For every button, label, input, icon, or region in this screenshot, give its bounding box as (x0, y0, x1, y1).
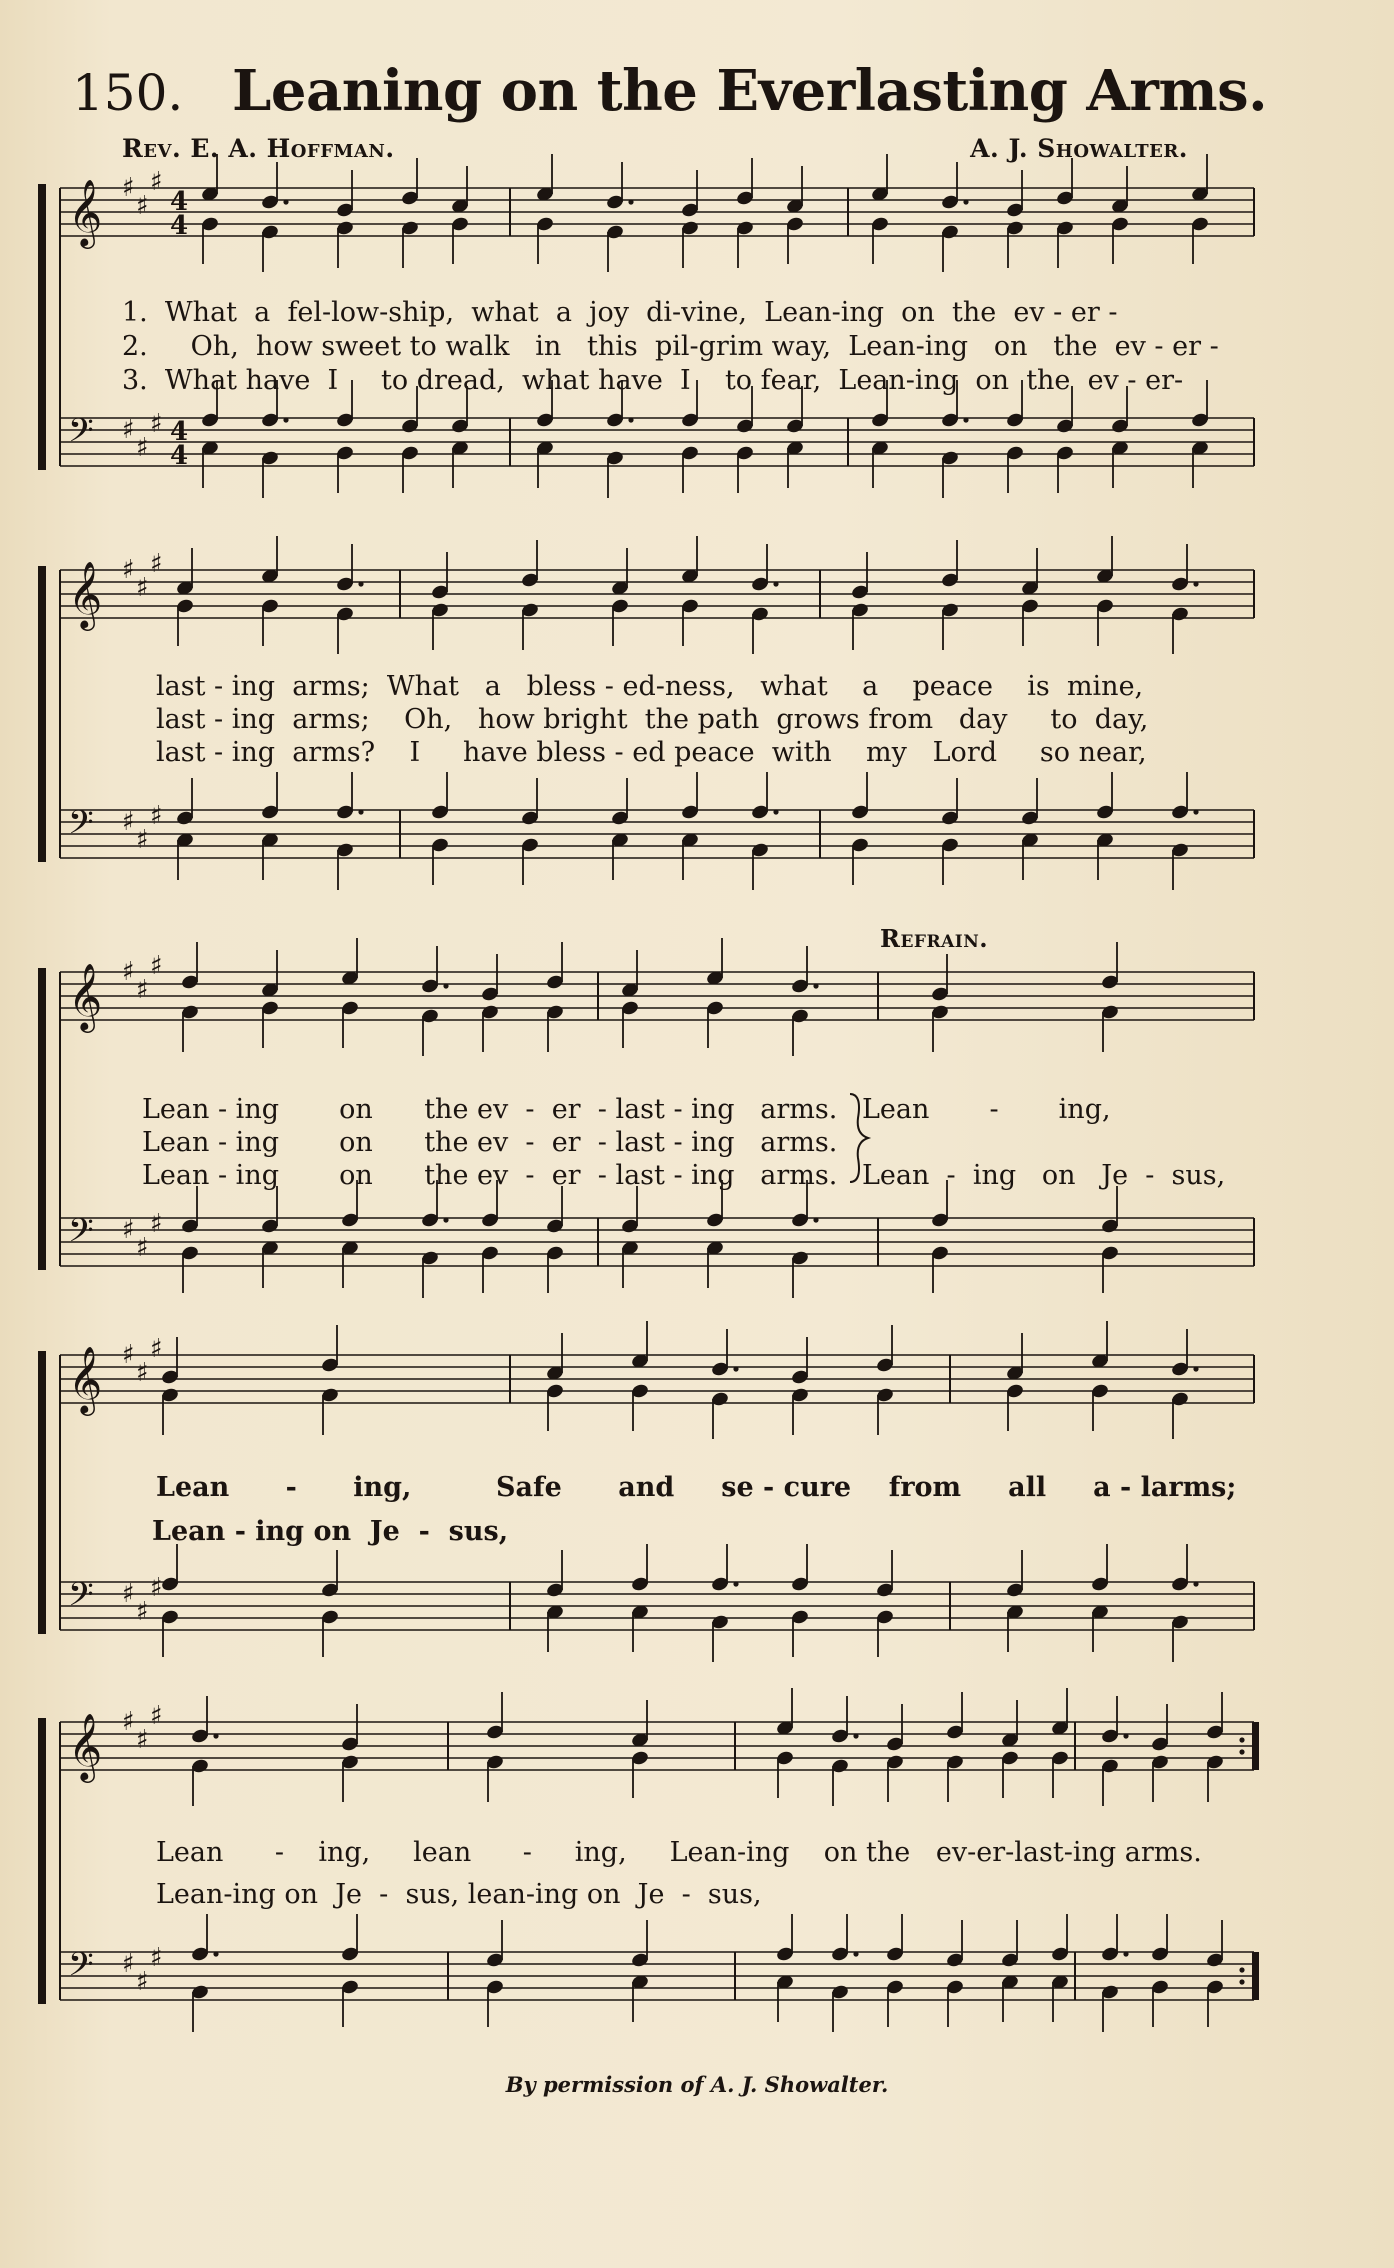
dot-icon (1193, 581, 1198, 586)
sharp-icon: ♯ (136, 573, 149, 603)
dot-icon (358, 581, 363, 586)
repeat-dot-icon (1239, 1967, 1244, 1972)
refrain-lyric-line: Lean - ing, (862, 1094, 1111, 1125)
lyric-line: last - ing arms; What a bless - ed-ness, what a peace is mine, (156, 671, 1144, 702)
lyric-line: Lean-ing on Je - sus, lean-ing on Je - sus, (156, 1879, 762, 1910)
bass-clef-icon: 𝄢 (68, 1576, 94, 1622)
sharp-icon: ♯ (122, 415, 135, 445)
dot-icon (813, 983, 818, 988)
dot-icon (443, 983, 448, 988)
system-bracket (38, 1718, 46, 2004)
bass-clef-icon: 𝄢 (68, 1946, 94, 1992)
time-signature-bottom: 4 (170, 441, 189, 471)
treble-clef-icon: 𝄞 (68, 178, 103, 246)
lyric-line: Lean - ing on Je - sus, (152, 1516, 509, 1547)
sharp-icon: ♯ (136, 1233, 149, 1263)
sharp-icon: ♯ (150, 1334, 163, 1364)
lyric-line: last - ing arms? I have bless - ed peace with my Lord so near, (156, 737, 1147, 768)
dot-icon (1123, 1733, 1128, 1738)
system-bracket (38, 968, 46, 1270)
lyric-line: Lean - ing, Safe and se - cure from all a - larms; (156, 1472, 1237, 1503)
treble-clef-icon: 𝄞 (68, 1345, 103, 1413)
dot-icon (1193, 1581, 1198, 1586)
sharp-icon: ♯ (150, 167, 163, 197)
lyric-line: Lean - ing on the ev - er - last - ing arms. (142, 1127, 838, 1158)
time-signature-bottom: 4 (170, 211, 189, 241)
lyric-line: last - ing arms; Oh, how bright the path grows from day to day, (156, 704, 1149, 735)
dot-icon (773, 809, 778, 814)
permission-footer: By permission of A. J. Showalter. (505, 2072, 889, 2097)
refrain-label: Refrain. (880, 924, 989, 953)
treble-clef-icon: 𝄞 (68, 962, 103, 1030)
repeat-dot-icon (1239, 1749, 1244, 1754)
system-bracket (38, 566, 46, 862)
lyric-line: 1. What a fel-low-ship, what a joy di-vine, Lean-ing on the ev - er - (122, 297, 1118, 328)
repeat-dot-icon (1239, 1979, 1244, 1984)
lyric-line: 2. Oh, how sweet to walk in this pil-grim way, Lean-ing on the ev - er - (122, 331, 1219, 362)
dot-icon (773, 581, 778, 586)
sharp-icon: ♯ (150, 951, 163, 981)
dot-icon (1193, 1366, 1198, 1371)
sharp-icon: ♯ (122, 173, 135, 203)
bass-clef-icon: 𝄢 (68, 412, 94, 458)
sharp-icon: ♯ (122, 1215, 135, 1245)
bass-clef-icon: 𝄢 (68, 1212, 94, 1258)
system-bracket (38, 184, 46, 470)
dot-icon (813, 1217, 818, 1222)
dot-icon (283, 417, 288, 422)
treble-clef-icon: 𝄞 (68, 1712, 103, 1780)
bass-clef-icon: 𝄢 (68, 804, 94, 850)
sharp-icon: ♯ (136, 1725, 149, 1755)
sharp-icon: ♯ (122, 807, 135, 837)
sharp-icon: ♯ (136, 1358, 149, 1388)
dot-icon (733, 1366, 738, 1371)
dot-icon (963, 417, 968, 422)
dot-icon (213, 1733, 218, 1738)
dot-icon (213, 1951, 218, 1956)
sharp-icon: ♯ (136, 975, 149, 1005)
sharp-icon: ♯ (150, 1701, 163, 1731)
time-signature-top: 4 (170, 187, 189, 217)
final-barline (1252, 1722, 1259, 1770)
sharp-icon: ♯ (122, 1340, 135, 1370)
sharp-icon: ♯ (150, 409, 163, 439)
sharp-icon: ♯ (136, 825, 149, 855)
lyric-line: Lean - ing on the ev - er - last - ing arms. (142, 1160, 838, 1191)
dot-icon (358, 809, 363, 814)
sharp-icon: ♯ (122, 555, 135, 585)
dot-icon (853, 1733, 858, 1738)
treble-clef-icon: 𝄞 (68, 560, 103, 628)
final-barline (1252, 1952, 1259, 2000)
time-signature-top: 4 (170, 417, 189, 447)
dot-icon (283, 199, 288, 204)
lyric-line: Lean - ing on the ev - er - last - ing arms. (142, 1094, 838, 1125)
sharp-icon: ♯ (136, 1967, 149, 1997)
hymn-number: 150. (72, 64, 184, 122)
sharp-icon: ♯ (136, 1597, 149, 1627)
sharp-icon: ♯ (150, 1943, 163, 1973)
dot-icon (1123, 1951, 1128, 1956)
dot-icon (1193, 809, 1198, 814)
sharp-icon: ♯ (150, 1209, 163, 1239)
sharp-icon: ♯ (136, 191, 149, 221)
hymn-title: Leaning on the Everlasting Arms. (232, 58, 1268, 124)
dot-icon (733, 1581, 738, 1586)
dot-icon (628, 417, 633, 422)
sharp-icon: ♯ (150, 549, 163, 579)
sharp-icon: ♯ (150, 1573, 163, 1603)
sharp-icon: ♯ (136, 433, 149, 463)
lyric-line: 3. What have I to dread, what have I to fear, Lean-ing on the ev - er- (122, 365, 1184, 396)
sharp-icon: ♯ (122, 1579, 135, 1609)
lyric-line: Lean - ing, lean - ing, Lean-ing on the ev-er-last-ing arms. (156, 1837, 1202, 1868)
lyricist-credit: Rev. E. A. Hoffman. (122, 134, 395, 163)
sharp-icon: ♯ (122, 957, 135, 987)
dot-icon (853, 1951, 858, 1956)
sharp-icon: ♯ (122, 1949, 135, 1979)
dot-icon (443, 1217, 448, 1222)
sharp-icon: ♯ (150, 801, 163, 831)
refrain-lyric-line: Lean - ing on Je - sus, (862, 1160, 1226, 1191)
dot-icon (963, 199, 968, 204)
sharp-icon: ♯ (122, 1707, 135, 1737)
system-bracket (38, 1351, 46, 1634)
dot-icon (628, 199, 633, 204)
composer-credit: A. J. Showalter. (970, 134, 1188, 163)
repeat-dot-icon (1239, 1737, 1244, 1742)
